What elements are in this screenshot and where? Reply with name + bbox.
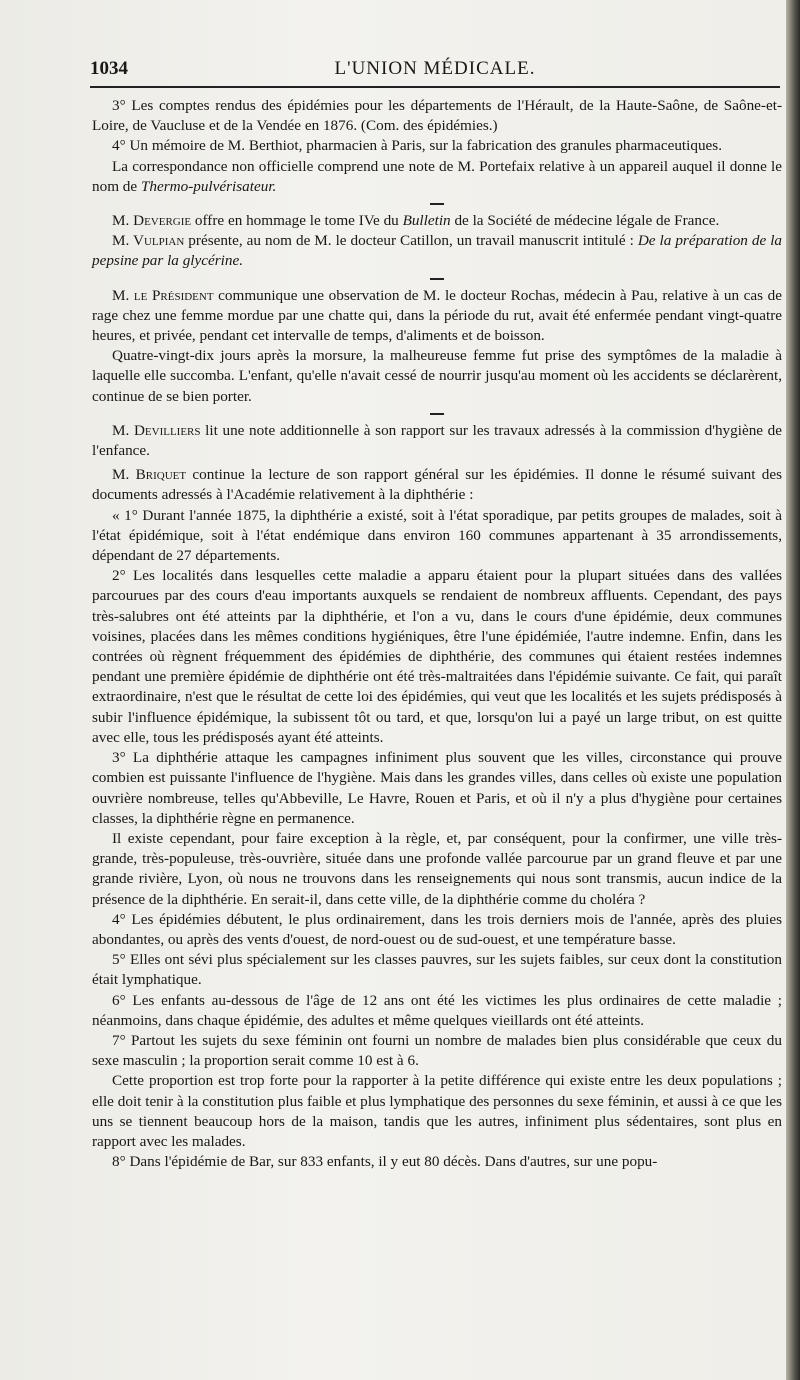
running-title: L'UNION MÉDICALE. — [334, 58, 536, 79]
paragraph — [92, 829, 782, 910]
paragraph — [92, 1071, 782, 1152]
paragraph-text: « 1° Durant l'année 1875, la diphthérie a existé, soit à l'état sporadique, par petits groupes de malades, soit à l'état épidémique, soit à l'état endémique dans environ 160 communes appartenant à 35 arrondissements, dépendant de 27 départements. — [92, 506, 782, 565]
speaker-name: M. le Président — [112, 286, 214, 304]
paragraph-text: Quatre-vingt-dix jours après la morsure, la malheureuse femme fut prise des symptômes de la maladie à laquelle elle succomba. L'enfant, qu'elle n'avait cessé de nourrir jusqu'au moment où les accidents se déclarèrent, continue de se bien porter. — [92, 347, 782, 405]
paragraph-text: La correspondance non officielle comprend une note de M. Portefaix relative à un appareil auquel il donne le nom de — [92, 157, 782, 195]
paragraph — [92, 157, 782, 197]
paragraph — [92, 465, 782, 505]
article-body — [92, 96, 782, 1172]
paragraph-text: 5° Elles ont sévi plus spécialement sur les classes pauvres, sur les sujets faibles, sur ceux dont la constitution était lymphatique. — [92, 951, 782, 989]
paragraph — [92, 748, 782, 829]
paragraph-text: 7° Partout les sujets du sexe féminin ont fourni un nombre de malades bien plus considérable que ceux du sexe masculin ; la proportion serait comme 10 est à 6. — [92, 1031, 782, 1070]
paragraph — [92, 346, 782, 407]
paragraph-text: Cette proportion est trop forte pour la rapporter à la petite différence qui existe entre les deux populations ; elle doit tenir à la constitution plus faible et plus lymphatique des personnes du sexe féminin, et aussi à ce que les uns se tiennent beaucoup hors de la maison, tandis que les autres, infiniment plus sédentaires, sont plus en rapport avec les malades. — [92, 1072, 782, 1150]
section-divider — [430, 413, 444, 415]
paragraph-text: Il existe cependant, pour faire exception à la règle, et, par conséquent, pour la confirmer, une ville très-grande, très-populeuse, très-ouvrière, située dans une profonde vallée parcourue par un grand fleuve et par une grande rivière, Lyon, où nous ne trouvons dans les renseignements qui nous sont transmis, aucun indice de la présence de la diphthérie. En serait-il, dans cette ville, de la diphthérie comme du choléra ? — [92, 829, 782, 908]
paragraph — [92, 506, 782, 567]
speaker-name: M. Devergie — [112, 212, 192, 230]
paragraph-text: lit une note additionnelle à son rapport sur les travaux adressés à la commission d'hygiène de l'enfance. — [92, 421, 783, 460]
paragraph-text: offre en hommage le tome IVe du — [191, 212, 403, 230]
section-divider — [430, 278, 444, 280]
paragraph — [92, 211, 782, 231]
paragraph — [92, 910, 782, 950]
paragraph-text: 2° Les localités dans lesquelles cette maladie a apparu étaient pour la plupart situées dans des vallées parcourues par des cours d'eau importants auxquels se rendaient de nombreux affluents. Cependant, des pays très-salubres ont été atteints par la diphthérie, et l'on a vu, dans le cours d'une épidémie, deux communes voisines, placées dans les mêmes conditions hygiéniques, être l'une épidémiée, l'autre indemne. Enfin, dans les contrées où règnent fréquemment des épidémies de diphthérie, des communes qui étaient restées indemnes pendant une première épidémie de diphthérie ont été très-maltraitées dans l'épidémie suivante. Ce fait, qui paraît extraordinaire, n'est que le résultat de cette loi des épidémies, qui veut que les localités et les sujets prédisposés à subir l'influence épidémique, la subissent tôt ou tard, et que, lorsqu'on lui a payé un large tribut, on est quitte avec elle, tous les prédisposés ayant été atteints. — [92, 567, 782, 746]
paragraph-text: 6° Les enfants au-dessous de l'âge de 12 ans ont été les victimes les plus ordinaires de cette maladie ; néanmoins, dans chaque épidémie, des adultes et même quelques vieillards ont été atteints. — [92, 991, 782, 1029]
paragraph — [92, 1031, 782, 1071]
paragraph-text: 4° Un mémoire de M. Berthiot, pharmacien à Paris, sur la fabrication des granules pharmaceutiques. — [112, 137, 723, 155]
paragraph — [92, 286, 782, 347]
paragraph — [92, 231, 782, 271]
paragraph-text: 3° Les comptes rendus des épidémies pour les départements de l'Hérault, de la Haute-Saône, de Saône-et-Loire, de Vaucluse et de la Vendée en 1876. (Com. des épidémies.) — [92, 97, 782, 135]
paragraph-text: communique une observation de M. le docteur Rochas, médecin à Pau, relative à un cas de rage chez une femme mordue par une chatte qui, dans la période du rut, avait été enfermée pendant vingt-quatre heures, et privée, pendant cet intervalle de temps, d'aliments et de boisson. — [92, 286, 782, 345]
book-spine-shadow — [786, 0, 800, 1380]
paragraph — [92, 1152, 782, 1172]
paragraph — [92, 566, 782, 748]
speaker-name: M. Devilliers — [112, 421, 201, 439]
paragraph-text: 3° La diphthérie attaque les campagnes infiniment plus souvent que les villes, circonstance qui prouve combien est puissante l'influence de l'hygiène. Mais dans les grandes villes, dans celles où existe une population ouvrière nombreuse, telles qu'Abbeville, Le Havre, Rouen et Paris, et où il n'y a plus d'hygiène pour certaines classes, la diphthérie règne en permanence. — [92, 749, 782, 827]
speaker-name: M. Briquet — [112, 466, 187, 484]
section-divider — [430, 203, 444, 205]
paragraph — [92, 421, 782, 461]
italic-term: Bulletin — [402, 212, 451, 230]
paragraph-text: présente, au nom de M. le docteur Catillon, un travail manuscrit intitulé : — [184, 232, 638, 250]
paragraph — [92, 96, 782, 136]
paragraph-text: 4° Les épidémies débutent, le plus ordinairement, dans les trois derniers mois de l'année, après des pluies abondantes, ou après des vents d'ouest, de nord-ouest ou de sud-ouest, et une température basse. — [92, 910, 782, 948]
italic-title: De la préparation de la pepsine par la glycérine. — [92, 232, 783, 270]
italic-term: Thermo-pulvérisateur. — [140, 177, 277, 195]
paragraph — [92, 991, 782, 1031]
page-number: 1034 — [90, 58, 128, 79]
paragraph — [92, 136, 782, 156]
paragraph-text: continue la lecture de son rapport général sur les épidémies. Il donne le résumé suivant des documents adressés à l'Académie relativement à la diphthérie : — [92, 466, 782, 504]
page-header — [90, 52, 780, 88]
paragraph-text: 8° Dans l'épidémie de Bar, sur 833 enfants, il y eut 80 décès. Dans d'autres, sur une popu- — [112, 1153, 658, 1171]
speaker-name: M. Vulpian — [112, 232, 185, 250]
paragraph — [92, 950, 782, 990]
paragraph-text: de la Société de médecine légale de France. — [450, 212, 720, 230]
